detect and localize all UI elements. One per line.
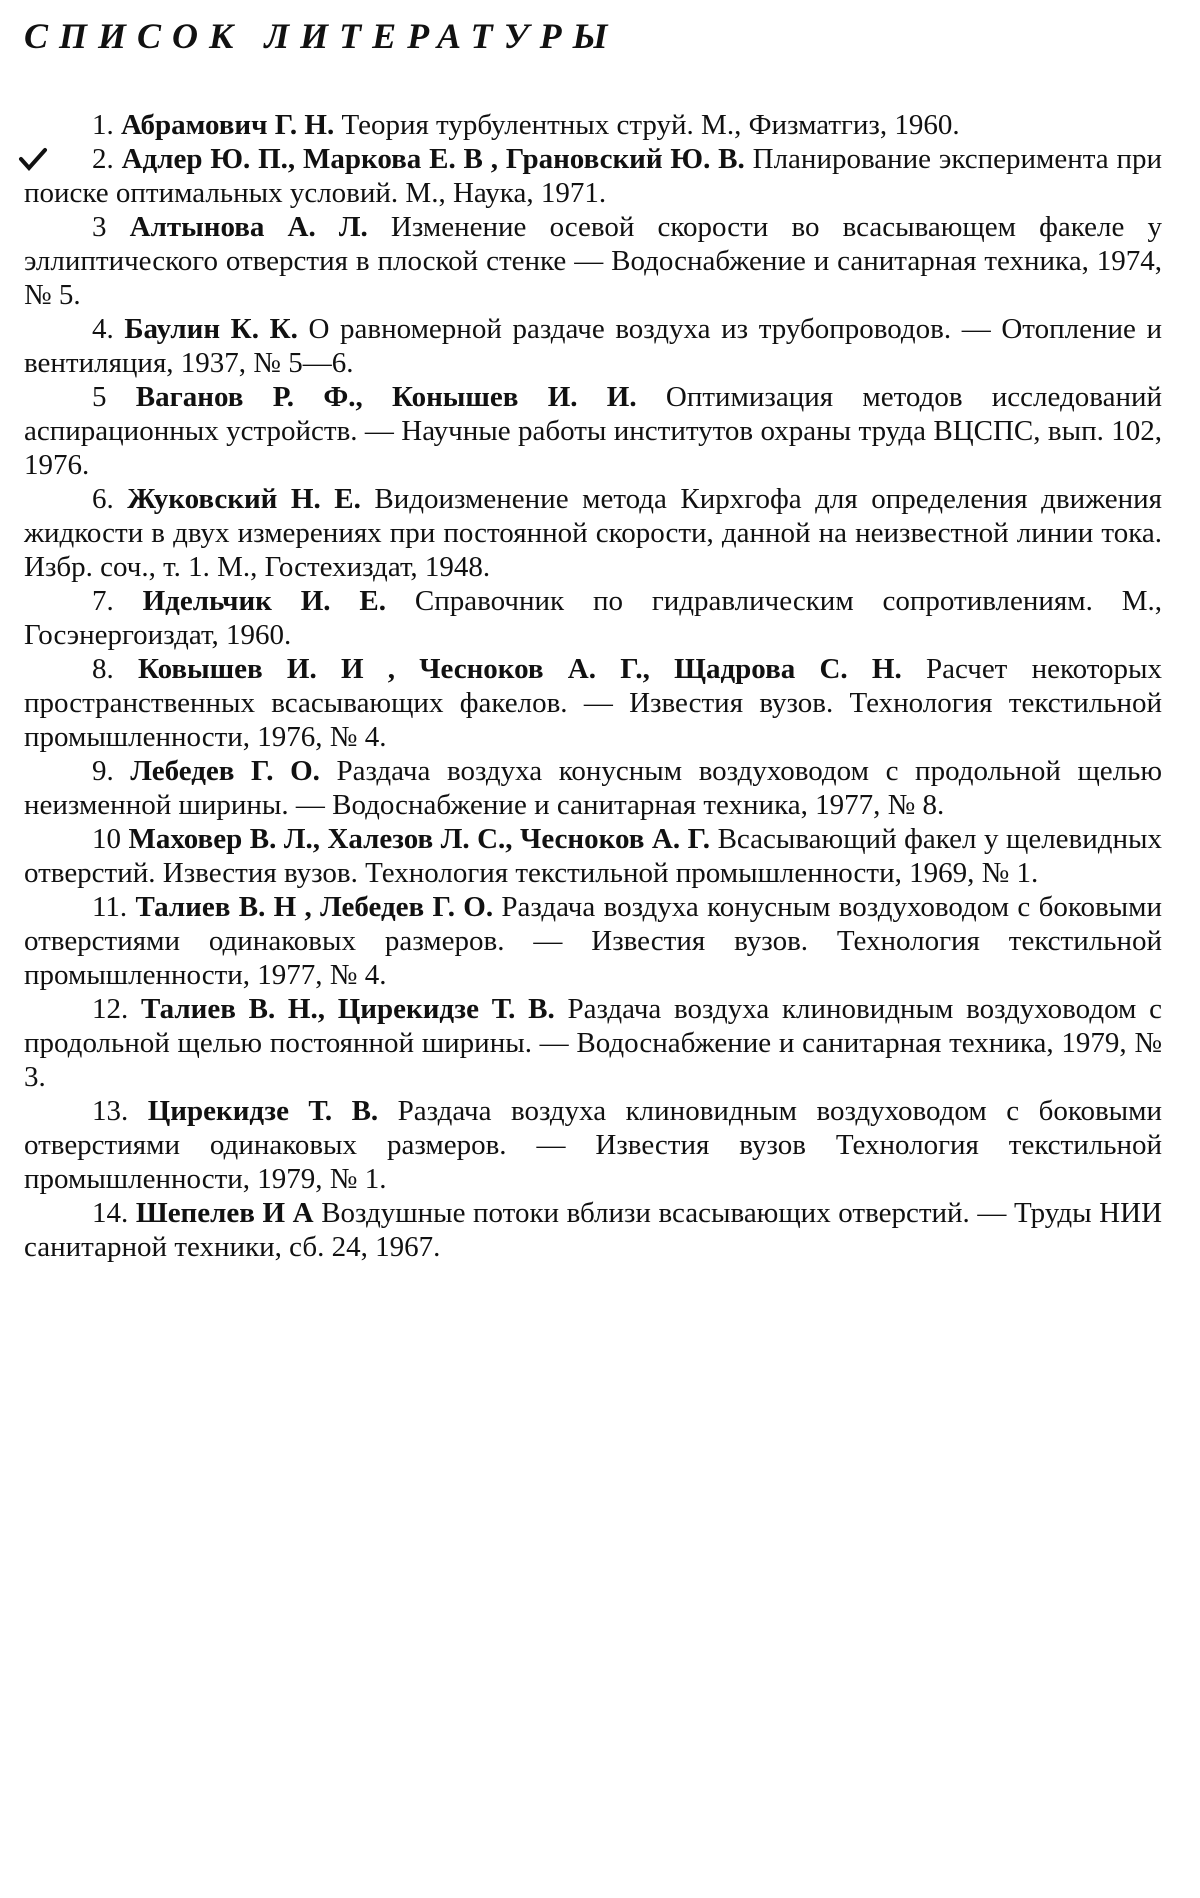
reference-number: 14. [92,1197,129,1229]
reference-number: 7. [92,585,114,617]
reference-text: Всасывающий факел у щелевидных отверстий. Известия вузов. Технология текстильной промышленности, 1969, № 1. [24,823,1163,889]
reference-item [24,380,1162,482]
reference-number: 2. [92,143,114,175]
reference-authors: Адлер Ю. П., Маркова Е. В , Грановский Ю. В. [121,143,745,175]
reference-item [24,652,1162,754]
reference-number: 9. [92,755,114,787]
reference-authors: Баулин К. К. [124,313,298,345]
reference-text: Справочник по гидравлическим сопротивлениям. М., Госэнергоиздат, 1960. [24,585,1163,651]
reference-authors: Талиев В. Н., Цирекидзе Т. В. [140,993,555,1025]
reference-text: Планирование эксперимента при поиске оптимальных условий. М., Наука, 1971. [24,143,1163,209]
reference-list [24,108,1162,1264]
reference-authors: Идельчик И. Е. [142,585,387,617]
reference-number: 10 [92,823,121,855]
reference-item [24,108,1162,142]
reference-text: Расчет некоторых пространственных всасывающих факелов. — Известия вузов. Технология текстильной промышленности, 1976, № 4. [24,653,1162,753]
reference-number: 5 [92,381,107,413]
reference-text: Изменение осевой скорости во всасывающем факеле у эллиптического отверстия в плоской стенке — Водоснабжение и санитарная техника, 1974, № 5. [24,211,1163,311]
reference-item [24,142,1162,210]
reference-text: О равномерной раздаче воздуха из трубопроводов. — Отопление и вентиляция, 1937, № 5—6. [24,313,1163,379]
reference-authors: Ковышев И. И , Чесноков А. Г., Щадрова С. Н. [137,653,902,685]
reference-text: Видоизменение метода Кирхгофа для определения движения жидкости в двух измерениях при постоянной скорости, данной на неизвестной линии тока. Избр. соч., т. 1. М., Гостехиздат, 1948. [24,483,1162,583]
reference-item [24,312,1162,380]
reference-authors: Жуковский Н. Е. [127,483,361,515]
page-title: СПИСОК ЛИТЕРАТУРЫ [24,16,619,56]
reference-item [24,822,1162,890]
checkmark-icon [18,144,48,174]
reference-text: Раздача воздуха конусным воздуховодом с боковыми отверстиями одинаковых размеров. — Известия вузов. Технология текстильной промышленности, 1977, № 4. [24,891,1162,991]
reference-item [24,890,1162,992]
reference-authors: Маховер В. Л., Халезов Л. С., Чесноков А. Г. [128,823,711,855]
reference-number: 4. [92,313,114,345]
reference-number: 13. [92,1095,129,1127]
reference-number: 1. [92,109,114,141]
reference-item [24,1094,1162,1196]
reference-authors: Цирекидзе Т. В. [147,1095,379,1127]
reference-text: Воздушные потоки вблизи всасывающих отверстий. — Труды НИИ санитарной техники, сб. 24, 1967. [24,1197,1163,1263]
reference-authors: Алтынова А. Л. [129,211,368,243]
reference-authors: Абрамович Г. Н. [121,109,335,141]
reference-number: 3 [92,211,107,243]
reference-authors: Шепелев И А [135,1197,314,1229]
reference-number: 8. [92,653,114,685]
bibliography-page [24,14,1162,1264]
reference-item [24,210,1162,312]
reference-number: 12. [92,993,129,1025]
reference-text: Оптимизация методов исследований аспирационных устройств. — Научные работы институтов охраны труда ВЦСПС, вып. 102, 1976. [24,381,1163,481]
reference-number: 6. [92,483,114,515]
reference-item [24,992,1162,1094]
reference-item [24,482,1162,584]
reference-text: Теория турбулентных струй. М., Физматгиз, 1960. [341,109,960,141]
reference-item [24,584,1162,652]
reference-item [24,754,1162,822]
reference-text: Раздача воздуха клиновидным воздуховодом с продольной щелью постоянной ширины. — Водоснабжение и санитарная техника, 1979, № 3. [24,993,1162,1093]
reference-text: Раздача воздуха конусным воздуховодом с продольной щелью неизменной ширины. — Водоснабжение и санитарная техника, 1977, № 8. [24,755,1163,821]
reference-authors: Талиев В. Н , Лебедев Г. О. [135,891,494,923]
reference-authors: Ваганов Р. Ф., Конышев И. И. [135,381,637,413]
reference-text: Раздача воздуха клиновидным воздуховодом с боковыми отверстиями одинаковых размеров. — Известия вузов Технология текстильной промышленности, 1979, № 1. [24,1095,1162,1195]
reference-authors: Лебедев Г. О. [130,755,320,787]
reference-number: 11. [92,891,128,923]
reference-item [24,1196,1162,1264]
